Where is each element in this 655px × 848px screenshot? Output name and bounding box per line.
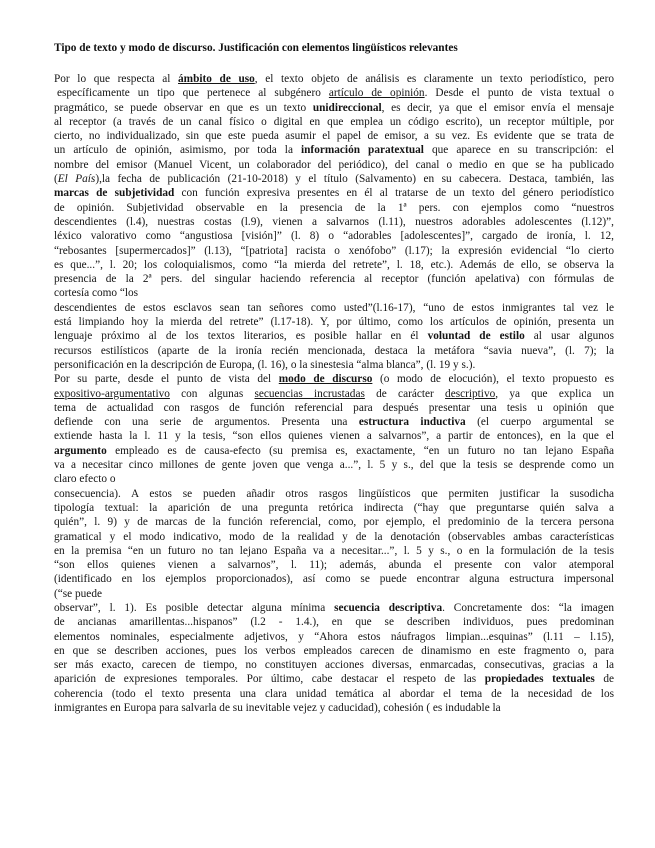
text-run: es que...”, l. 20; los coloquialismos, como “la mierda del retrete”, l. 18, etc.). Además de ello, se observa la xyxy=(54,258,614,271)
text-line xyxy=(54,601,614,615)
emphasis-modo-de-discurso: modo de discurso xyxy=(278,373,373,386)
text-line xyxy=(54,244,614,258)
text-run: va a necesitar cinco millones de gente joven que venga a...”, l. 5 y s., del que la tesis se desprende como un xyxy=(54,459,614,472)
emphasis-estructura-inductiva: estructura inductiva xyxy=(358,416,466,429)
emphasis-secuencias-incrustadas: secuencias incrustadas xyxy=(254,387,365,400)
text-line xyxy=(54,329,614,343)
text-run: pragmático, se puede observar en que es un texto xyxy=(54,101,313,114)
text-line xyxy=(54,487,614,501)
text-line xyxy=(54,687,614,701)
text-line xyxy=(54,701,614,715)
text-line xyxy=(54,315,614,329)
text-run: cierto, no individualizado, sin que este pueda asumir el papel de emisor, a su vez. Es evidente que se trata de xyxy=(54,130,614,143)
text-line xyxy=(54,72,614,86)
text-line xyxy=(54,672,614,686)
text-run: consecuencia). A estos se pueden añadir otros rasgos lingüísticos que permiten justificar la susodicha xyxy=(54,487,614,500)
text-run: elementos nominales, especialmente adjetivos, y “Ahora estos náufragos limpian...esquinas” (l.11 – l.15), xyxy=(54,630,614,643)
text-run: claro efecto o xyxy=(54,473,116,486)
text-run: descendientes (l.4), nuestras costas (l.9), vienen a salvarnos (l.11), nuestros adorables adolescentes (l.12)”, xyxy=(54,215,614,228)
text-line xyxy=(54,615,614,629)
text-run: de carácter xyxy=(364,387,446,400)
text-run: con función expresiva presentes en él al tratarse de un texto del género periodístico xyxy=(174,187,614,200)
text-line xyxy=(54,358,614,372)
text-run: nombre del emisor (Manuel Vicent, un colaborador del periódico), del canal o medio en que se ha publicado xyxy=(54,158,614,171)
text-run: al receptor (a través de un canal físico o digital en que emplea un código escrito), un receptor múltiple, por xyxy=(54,115,614,128)
document-body xyxy=(54,72,614,715)
text-line xyxy=(54,644,614,658)
text-run: extiende hasta la l. 11 y la tesis, “son ellos quienes vienen a salvarnos”, a partir de entonces), en la que el xyxy=(54,430,614,443)
text-line xyxy=(54,458,614,472)
text-run: un artículo de opinión, asimismo, por toda la xyxy=(54,144,302,157)
text-run: (“se puede xyxy=(54,587,102,600)
text-line xyxy=(54,472,614,486)
text-line xyxy=(54,201,614,215)
text-line xyxy=(54,215,614,229)
text-line xyxy=(54,530,614,544)
text-line xyxy=(54,558,614,572)
text-run: personificación en la descripción de Europa, (l. 16), o la sinestesia “alma blanca”, (l. 19 y s.). xyxy=(54,358,476,371)
text-line xyxy=(54,501,614,515)
text-run: cortesía como “los xyxy=(54,287,139,300)
text-line xyxy=(54,658,614,672)
emphasis-expositivo-argumentativo: expositivo-argumentativo xyxy=(54,387,170,400)
emphasis-propiedades-textuales: propiedades textuales xyxy=(484,673,595,686)
text-run: de opinión. Subjetividad observable en la presencia de la 1ª pers. con ejemplos como “nuestros xyxy=(54,201,614,214)
text-run: gramatical y el modo indicativo, modo de la realidad y de la denotación (observables ambas características xyxy=(54,530,614,543)
text-run: presencia de la 2ª pers. del singular haciendo referencia al receptor (función apelativa) con fórmulas de xyxy=(54,273,614,286)
emphasis-el-pais: El País xyxy=(57,173,96,186)
text-line xyxy=(54,387,614,401)
text-run: inmigrantes en Europa para salvarla de su inevitable vejez y caducidad), cohesión ( es indudable la xyxy=(54,702,501,715)
text-run: tema de actualidad con rasgos de función referencial para después presentar una tesis u opinión que xyxy=(54,401,614,414)
emphasis-marcas-de-subjetividad: marcas de subjetividad xyxy=(54,187,175,200)
text-run: en la premisa “en un futuro no tan lejano España va a necesitar...”, l. 5 y s., o en la formulación de la tesis xyxy=(54,544,614,557)
emphasis-informacion-paratextual: información paratextual xyxy=(301,144,424,157)
text-line xyxy=(54,129,614,143)
text-line xyxy=(54,143,614,157)
text-run: con algunas xyxy=(169,387,255,400)
text-line xyxy=(54,86,614,100)
text-run: en que se describen acciones, pues los verbos empleados carecen de dinamismo en este fragmento o, para xyxy=(54,644,614,657)
text-line xyxy=(54,630,614,644)
text-run: “son ellos quienes vienen a salvarnos”, l. 11); además, abunda el presente con valor atemporal xyxy=(54,559,614,572)
text-line xyxy=(54,544,614,558)
emphasis-secuencia-descriptiva: secuencia descriptiva xyxy=(334,601,443,614)
text-run: . Desde el punto de vista textual o xyxy=(424,87,614,100)
text-run: recursos estilísticos (aparte de la ironía recién mencionada, destaca la metáfora “savia nueva”, (l. 7); la xyxy=(54,344,614,357)
text-line xyxy=(54,372,614,386)
text-run: quién”, l. 9) y de marcas de la función referencial, como, por ejemplo, el predominio de la tercera persona xyxy=(54,516,614,529)
emphasis-voluntad-de-estilo: voluntad de estilo xyxy=(427,330,525,343)
text-line xyxy=(54,229,614,243)
text-line xyxy=(54,572,614,586)
text-run: (el cuerpo argumental se xyxy=(465,416,615,429)
text-line xyxy=(54,286,614,300)
text-run: “rebosantes [supermercados]” (l.13), “[patriota] racista o xenófobo” (l.17); la expresión evidencial “lo cierto xyxy=(54,244,614,257)
text-line xyxy=(54,186,614,200)
text-line xyxy=(54,515,614,529)
text-run: , ya que explica un xyxy=(495,387,614,400)
text-run: de ancianas amarillentas...hispanos” (l.2 - 1.4.), en que se describen individuos, pues predominan xyxy=(54,616,614,629)
text-run: ser más exacto, carecen de tiempo, no constituyen acciones diversas, enmarcadas, consecutivas, gracias a la xyxy=(54,659,614,672)
text-run: que aparece en su transcripción: el xyxy=(423,144,614,157)
document-title: Tipo de texto y modo de discurso. Justificación con elementos lingüísticos relevantes xyxy=(54,42,458,54)
text-line xyxy=(54,115,614,129)
emphasis-descriptivo: descriptivo xyxy=(445,387,496,400)
emphasis-unidireccional: unidireccional xyxy=(312,101,382,114)
text-run: , el texto objeto de análisis es claramente un texto periodístico, pero xyxy=(254,73,614,85)
emphasis-argumento: argumento xyxy=(54,444,107,457)
text-run: (o modo de elocución), el texto propuesto es xyxy=(372,373,615,386)
text-run: observar”, l. 1). Es posible detectar alguna mínima xyxy=(54,601,335,614)
text-run: defiende con una serie de argumentos. Presenta una xyxy=(54,416,359,429)
text-line xyxy=(54,301,614,315)
text-run: . Concretamente dos: “la imagen xyxy=(442,601,614,614)
text-run: descendientes de estos esclavos sean tan señores como usted”(l.16-17), “uno de estos inmigrantes tal vez le xyxy=(54,301,614,314)
text-run: , es decir, ya que el emisor envía el mensaje xyxy=(381,101,614,114)
text-line xyxy=(54,401,614,415)
emphasis-articulo-de-opinion: artículo de opinión xyxy=(328,87,425,100)
text-run: aparición de expresiones temporales. Por último, cabe destacar el respeto de las xyxy=(54,673,485,686)
text-run: ( xyxy=(54,173,58,186)
text-line xyxy=(54,172,614,186)
text-line xyxy=(54,258,614,272)
text-run: está limpiando hoy la mierda del retrete” (l.17-18). Y, por último, como los artículos de opinión, presenta un xyxy=(54,316,614,329)
emphasis-ambito-de-uso: ámbito de uso xyxy=(178,73,255,85)
text-run: (identificado en los ejemplos proporcionados), así como se puede encontrar alguna estructura impersonal xyxy=(54,573,614,586)
text-line xyxy=(54,429,614,443)
text-run: lenguaje próximo al de los textos literarios, es posible hallar en él xyxy=(54,330,428,343)
text-run: específicamente un tipo que pertenece al subgénero xyxy=(57,87,329,100)
text-line xyxy=(54,158,614,172)
text-run: coherencia (todo el texto presenta una clara unidad temática al abordar el tema de la necesidad de los xyxy=(54,687,614,700)
text-line xyxy=(54,101,614,115)
text-run: ),la fecha de publicación (21-10-2018) y el título (Salvamento) en su cabecera. Destaca, también, las xyxy=(95,173,615,186)
text-run: Por su parte, desde el punto de vista del xyxy=(54,373,279,386)
text-run: léxico valorativo como “angustiosa [visión]” (l. 8) o “adorables [adolescentes]”, cargado de ironía, l. 12, xyxy=(54,230,614,243)
text-run: Por lo que respecta al xyxy=(54,73,179,85)
text-run: de xyxy=(594,673,614,686)
text-line xyxy=(54,587,614,601)
text-run: tipología textual: la aparición de una pregunta retórica indirecta (“hay que preguntarse quién salva a xyxy=(54,501,614,514)
text-run: al usar algunos xyxy=(524,330,614,343)
text-line xyxy=(54,415,614,429)
text-line xyxy=(54,344,614,358)
text-run: empleado es de causa-efecto (su premisa es, exactamente, “en un futuro no tan lejano España xyxy=(106,444,614,457)
text-line xyxy=(54,444,614,458)
text-line xyxy=(54,272,614,286)
